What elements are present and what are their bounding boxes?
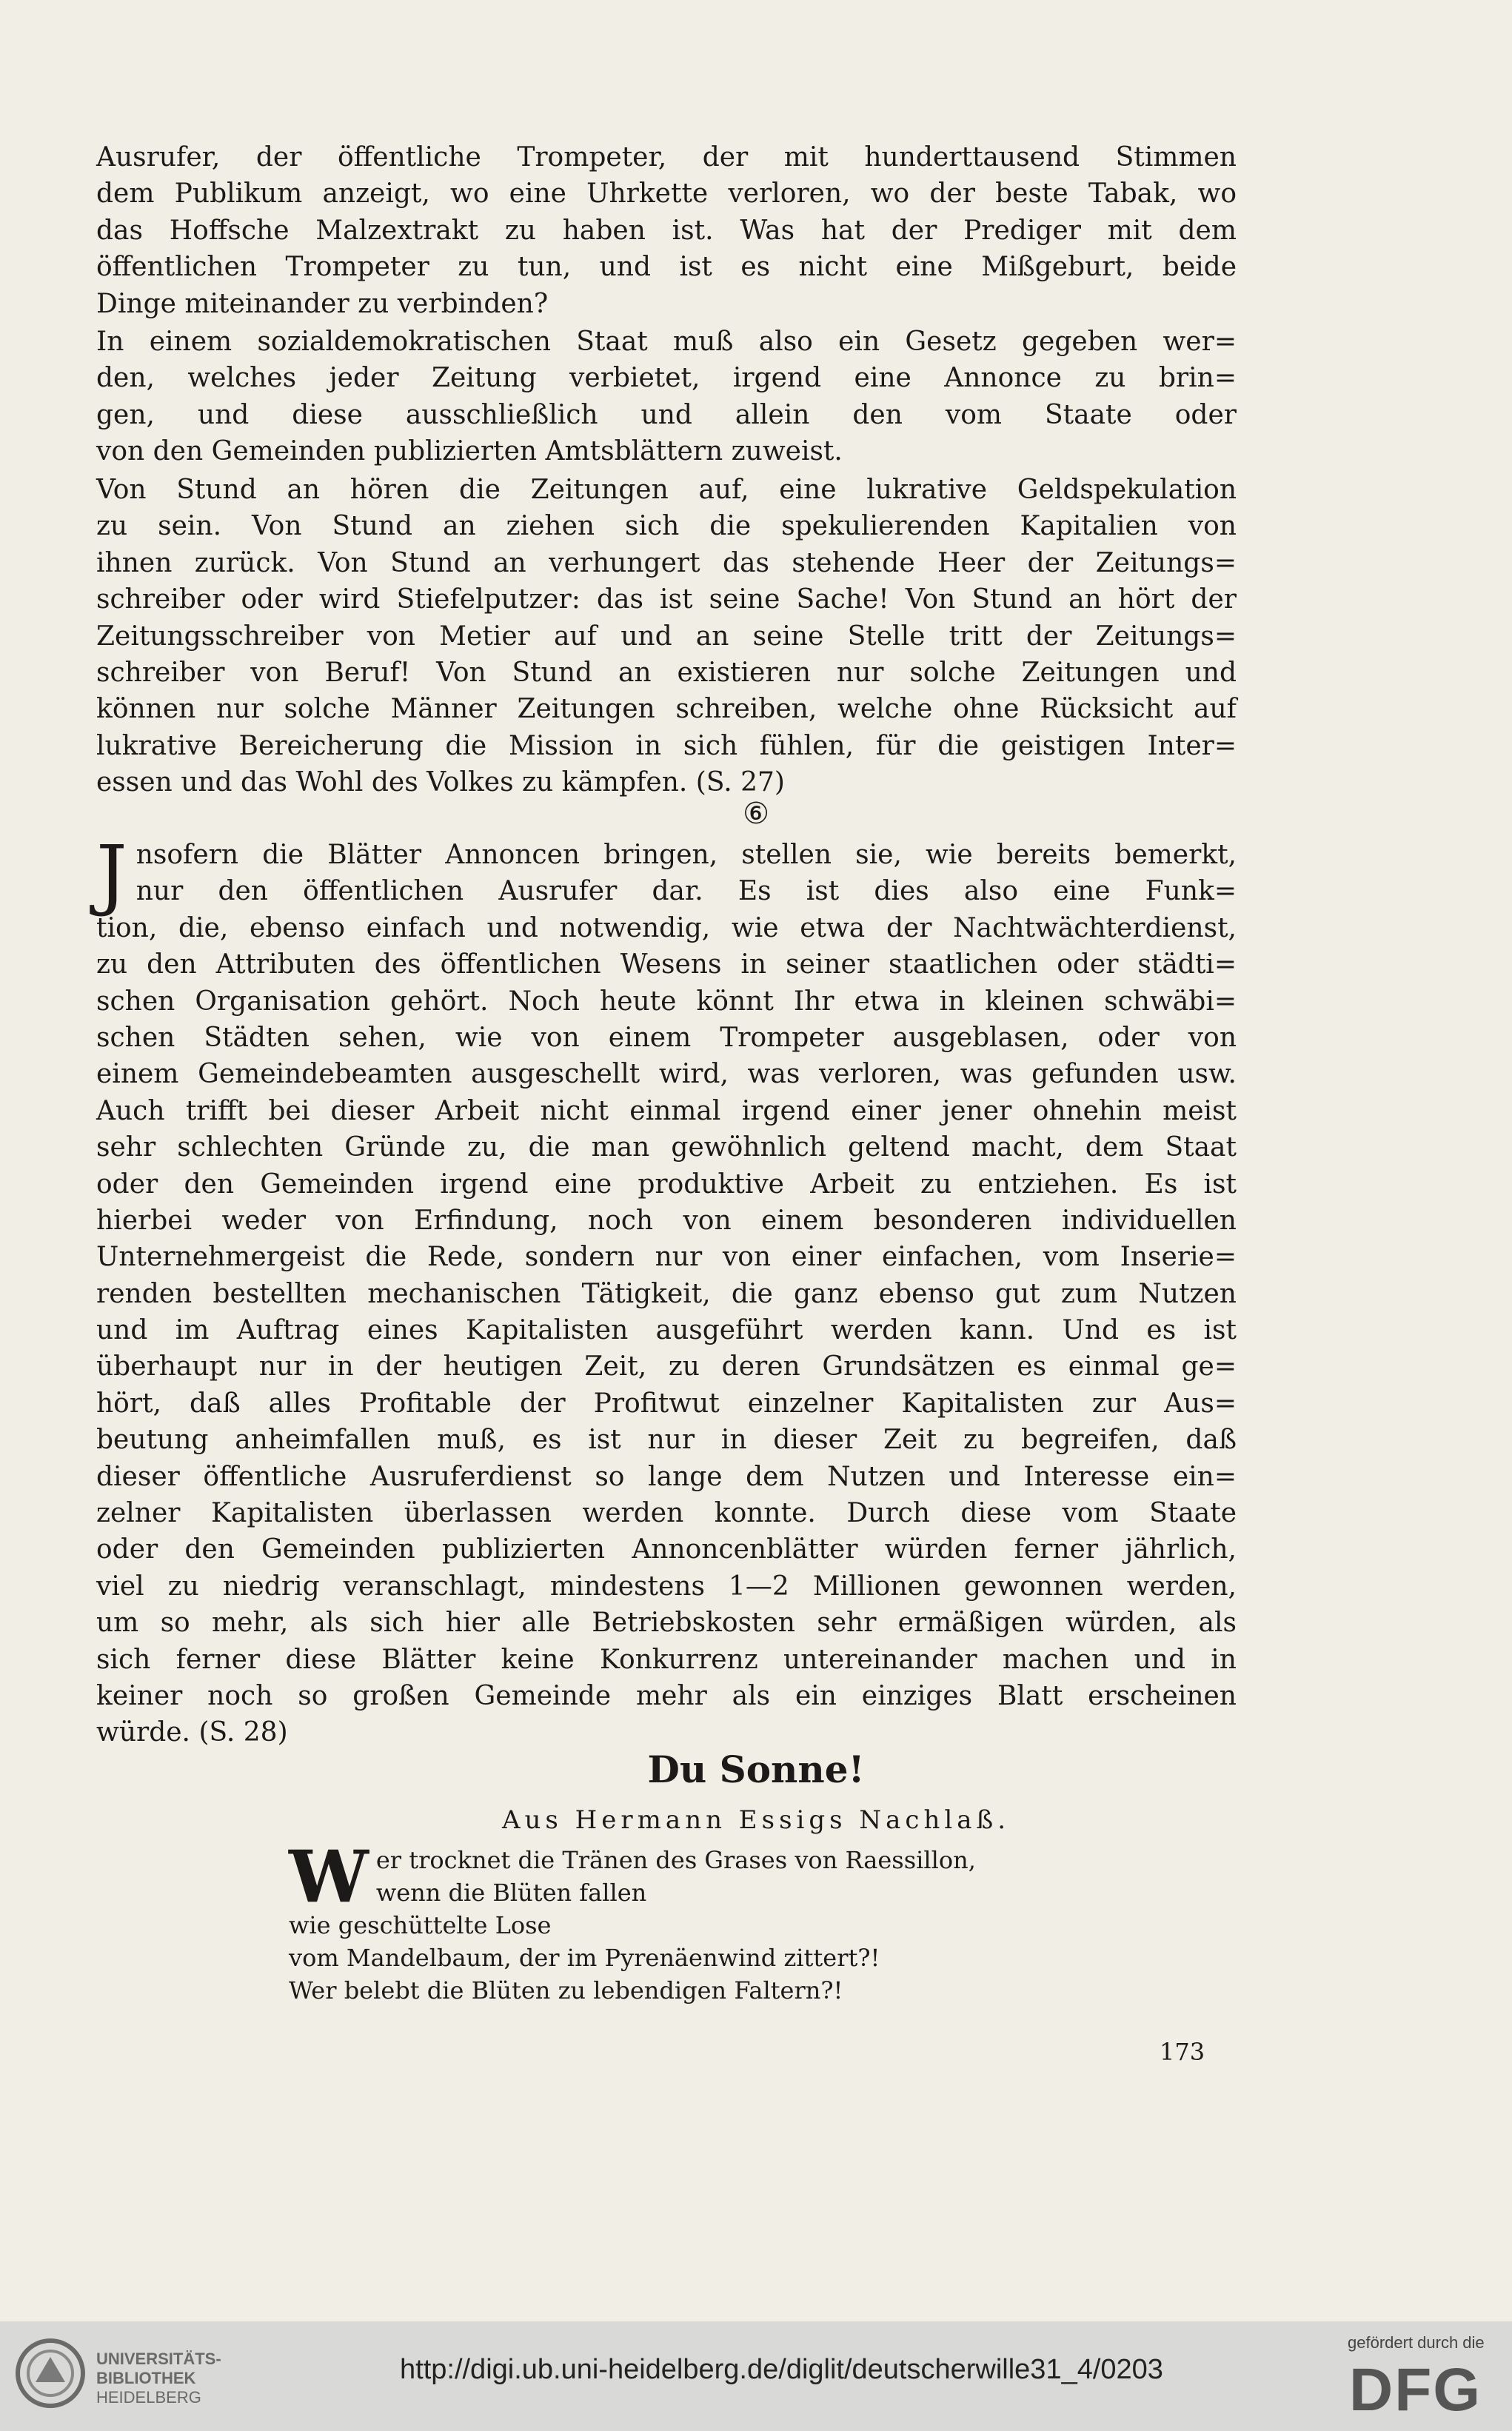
institution-line: BIBLIOTHEK [96,2369,196,2387]
poem-line: vom Mandelbaum, der im Pyrenäenwind zittert?! [289,1944,880,1972]
text-line: das Hoffsche Malzextrakt zu haben ist. Was hat der Prediger mit dem [96,215,1237,246]
text-line: zu sein. Von Stund an ziehen sich die spekulierenden Kapitalien von [96,511,1237,542]
text-line: nur den öffentlichen Ausrufer dar. Es ist dies also eine Funk= [136,876,1237,907]
paragraph-3 [96,472,1237,801]
paragraph-4 [96,829,1237,1751]
text-line: oder den Gemeinden publizierten Annoncenblätter würden ferner jährlich, [96,1534,1237,1565]
poem-line: er trocknet die Tränen des Grases von Raessillon, [375,1846,976,1874]
text-line: oder den Gemeinden irgend eine produktive Arbeit zu entziehen. Es ist [96,1168,1237,1200]
text-line: gen, und diese ausschließlich und allein den vom Staate oder [96,399,1237,430]
poem-line: wenn die Blüten fallen [375,1879,647,1907]
institution-line: HEIDELBERG [96,2388,201,2407]
funding-label: gefördert durch die [1348,2333,1485,2352]
text-line: den, welches jeder Zeitung verbietet, irgend eine Annonce zu brin= [96,363,1237,394]
poem-body [289,1835,1214,2007]
text-line: Zeitungsschreiber von Metier auf und an seine Stelle tritt der Zeitungs= [96,621,1237,652]
text-line: Ausrufer, der öffentliche Trompeter, der mit hunderttausend Stimmen [96,142,1237,173]
text-line: Von Stund an hören die Zeitungen auf, eine lukrative Geldspekulation [96,475,1237,505]
text-line: können nur solche Männer Zeitungen schreiben, welche ohne Rücksicht auf [96,694,1237,725]
poem-title: Du Sonne! [647,1748,865,1791]
text-line: schen Organisation gehört. Noch heute könnt Ihr etwa in kleinen schwäbi= [96,986,1237,1017]
text-line: sich ferner diese Blätter keine Konkurrenz untereinander machen und in [96,1644,1237,1675]
text-line: essen und das Wohl des Volkes zu kämpfen. (S. 27) [96,767,785,798]
text-line: ihnen zurück. Von Stund an verhungert das stehende Heer der Zeitungs= [96,547,1237,578]
poem-line: wie geschüttelte Lose [289,1911,552,1939]
university-seal-icon [13,2336,87,2410]
text-line: Unternehmergeist die Rede, sondern nur von einer einfachen, vom Inserie= [96,1242,1237,1273]
permalink-url[interactable]: http://digi.ub.uni-heidelberg.de/diglit/deutscherwille31_4/0203 [400,2354,1163,2385]
text-line: von den Gemeinden publizierten Amtsblättern zuweist. [96,436,843,467]
text-line: Auch trifft bei dieser Arbeit nicht einmal irgend einer jener ohnehin meist [96,1095,1237,1126]
text-line: beutung anheimfallen muß, es ist nur in dieser Zeit zu begreifen, daß [96,1425,1237,1456]
text-line: und im Auftrag eines Kapitalisten ausgeführt werden kann. Und es ist [96,1315,1237,1346]
text-line: Dinge miteinander zu verbinden? [96,288,549,319]
page-number: 173 [1160,2038,1205,2066]
institution-name [96,2350,221,2407]
text-line: keiner noch so großen Gemeinde mehr als ein einziges Blatt erscheinen [96,1680,1237,1711]
text-line: einem Gemeindebeamten ausgeschellt wird, was verloren, was gefunden usw. [96,1059,1237,1090]
text-line: schreiber oder wird Stiefelputzer: das ist seine Sache! Von Stund an hört der [96,584,1237,615]
text-line: hierbei weder von Erfindung, noch von einem besonderen individuellen [96,1205,1237,1236]
text-line: dieser öffentliche Ausruferdienst so lange dem Nutzen und Interesse ein= [96,1461,1237,1492]
poem-subtitle: Aus Hermann Essigs Nachlaß. [501,1805,1011,1835]
text-line: um so mehr, als sich hier alle Betriebskosten sehr ermäßigen würden, als [96,1608,1237,1639]
poem-drop-cap: W [289,1835,369,1919]
text-line: In einem sozialdemokratischen Staat muß also ein Gesetz gegeben wer= [96,327,1237,357]
dfg-logo[interactable]: DFG [1349,2356,1482,2424]
drop-cap: J [96,829,127,919]
text-line: überhaupt nur in der heutigen Zeit, zu deren Grundsätzen es einmal ge= [96,1351,1237,1382]
text-line: tion, die, ebenso einfach und notwendig, wie etwa der Nachtwächterdienst, [96,912,1237,943]
text-line: zu den Attributen des öffentlichen Wesens in seiner staatlichen oder städti= [96,949,1237,980]
institution-line: UNIVERSITÄTS- [96,2350,221,2368]
text-line: sehr schlechten Gründe zu, die man gewöhnlich geltend macht, dem Staat [96,1132,1237,1163]
text-line: zelner Kapitalisten überlassen werden konnte. Durch diese vom Staate [96,1498,1237,1529]
paragraph-1 [96,139,1237,322]
text-line: schen Städten sehen, wie von einem Trompeter ausgeblasen, oder von [96,1022,1237,1053]
paragraph-2 [96,324,1237,470]
text-line: öffentlichen Trompeter zu tun, und ist es nicht eine Mißgeburt, beide [96,252,1237,283]
text-line: würde. (S. 28) [96,1717,288,1748]
text-line: dem Publikum anzeigt, wo eine Uhrkette verloren, wo der beste Tabak, wo [96,178,1237,210]
text-line: lukrative Bereicherung die Mission in sich fühlen, für die geistigen Inter= [96,730,1237,761]
text-line: hört, daß alles Profitable der Profitwut einzelner Kapitalisten zur Aus= [96,1388,1237,1419]
text-line: nsofern die Blätter Annoncen bringen, stellen sie, wie bereits bemerkt, [136,840,1237,870]
text-line: viel zu niedrig veranschlagt, mindestens 1—2 Millionen gewonnen werden, [96,1571,1237,1602]
viewer-footer [0,2321,1512,2431]
text-line: renden bestellten mechanischen Tätigkeit, die ganz ebenso gut zum Nutzen [96,1278,1237,1309]
poem-line: Wer belebt die Blüten zu lebendigen Faltern?! [289,1976,843,2004]
text-line: schreiber von Beruf! Von Stund an existieren nur solche Zeitungen und [96,657,1237,688]
section-separator: ⑥ [743,797,769,831]
